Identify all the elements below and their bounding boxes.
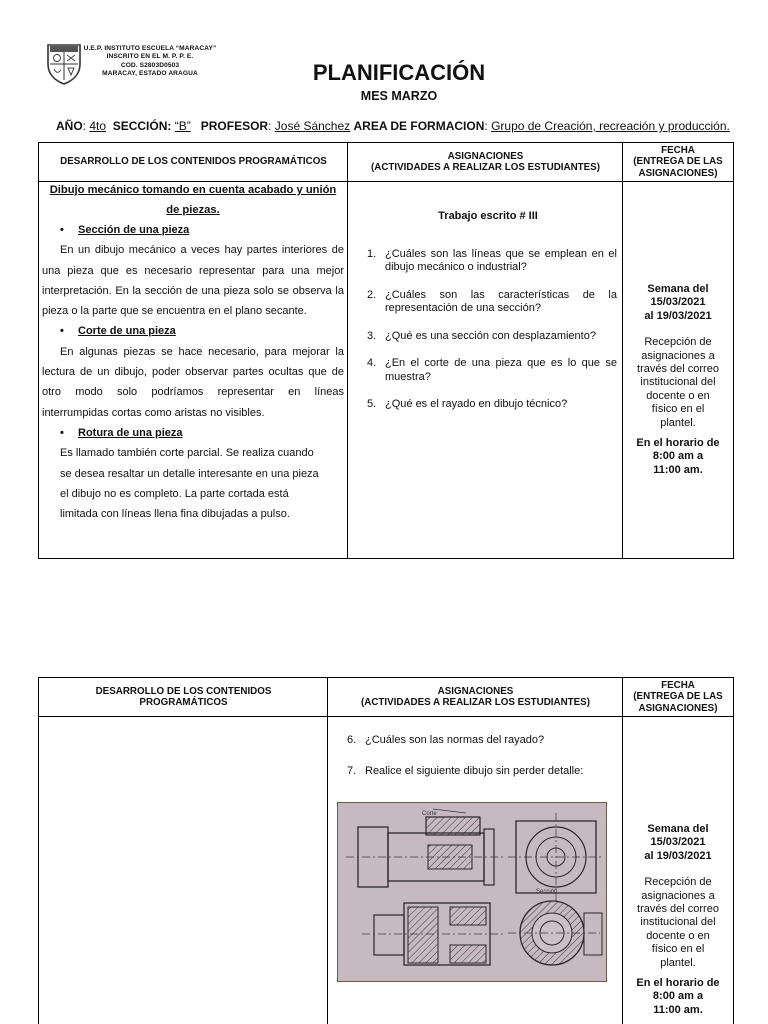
header-contenidos-line1: DESARROLLO DE LOS CONTENIDOS bbox=[95, 685, 272, 697]
question-item bbox=[359, 357, 617, 384]
reception-line: asignaciones a bbox=[641, 349, 715, 362]
question-number: 6. bbox=[347, 734, 357, 746]
section-text-rotura bbox=[42, 443, 344, 524]
reception-line: físico en el bbox=[651, 403, 705, 416]
question-number: 7. bbox=[347, 764, 357, 777]
profesor-value: José Sánchez bbox=[274, 119, 351, 133]
page-subtitle: MES MARZO bbox=[360, 89, 438, 103]
column-divider bbox=[622, 143, 623, 558]
reception-line: través del correo bbox=[637, 903, 719, 916]
fecha-cell bbox=[628, 283, 728, 477]
profesor-label: PROFESOR bbox=[200, 119, 269, 133]
header-asignaciones-line1: ASIGNACIONES bbox=[447, 150, 524, 162]
question-number: 3. bbox=[367, 329, 377, 342]
question-item bbox=[339, 765, 617, 779]
seccion-value: “B” bbox=[174, 119, 191, 133]
reception-line: asignaciones a bbox=[641, 889, 715, 902]
reception-line: través del correo bbox=[637, 363, 719, 376]
rotura-line: el dibujo no es completo. La parte cortada está bbox=[60, 487, 289, 500]
question-number: 5. bbox=[367, 398, 377, 410]
area-value: Grupo de Creación, recreación y producción. bbox=[491, 119, 730, 133]
column-divider bbox=[327, 678, 328, 1024]
question-item bbox=[359, 248, 617, 275]
reception-line: Recepción de bbox=[644, 876, 712, 889]
reception-line: físico en el bbox=[651, 943, 705, 956]
schedule-line: En el horario de bbox=[636, 977, 720, 990]
question-number: 4. bbox=[367, 357, 377, 369]
topic-title-line1: Dibujo mecánico tomando en cuenta acabado y unión bbox=[49, 184, 337, 196]
area-label: AREA DE FORMACION bbox=[353, 119, 485, 133]
week-line3: al 19/03/2021 bbox=[644, 849, 712, 862]
section-heading-rotura bbox=[42, 423, 344, 443]
anio-label: AÑO bbox=[56, 119, 83, 133]
section-text-corte-body: En algunas piezas se hace necesario, para mejorar la lectura de un dibujo, poder observar partes ocultas que de otro modo solo podríamos representar en líneas interrumpidas cortas como aristas no visibles. bbox=[42, 345, 344, 419]
section-heading-seccion bbox=[42, 220, 344, 240]
drawing-label-corte: Corte bbox=[422, 811, 437, 817]
school-name: U.E.P. INSTITUTO ESCUELA “MARACAY” bbox=[83, 45, 217, 52]
section-heading-corte-text: Corte de una pieza bbox=[78, 325, 176, 338]
reception-line: institucional del bbox=[640, 916, 716, 929]
header-fecha-line3: ASIGNACIONES) bbox=[638, 702, 718, 714]
schedule-line: En el horario de bbox=[636, 437, 720, 450]
header-fecha bbox=[623, 143, 733, 182]
section-heading-corte bbox=[42, 321, 344, 341]
asignaciones-cell bbox=[359, 210, 617, 412]
reception-line: Recepción de bbox=[644, 336, 712, 349]
page-title: PLANIFICACIÓN bbox=[312, 60, 486, 85]
planning-table-2 bbox=[38, 677, 734, 1024]
week-line3: al 19/03/2021 bbox=[644, 309, 712, 322]
column-divider bbox=[622, 678, 623, 1024]
week-line2: 15/03/2021 bbox=[650, 296, 706, 309]
header-contenidos bbox=[39, 143, 348, 182]
seccion-label: SECCIÓN bbox=[112, 119, 168, 133]
header-fecha-line2: (ENTREGA DE LAS bbox=[633, 691, 723, 703]
section-text-corte bbox=[42, 342, 344, 423]
header-contenidos-line2: PROGRAMÁTICOS bbox=[139, 697, 228, 708]
header-fecha-line2: (ENTREGA DE LAS bbox=[633, 156, 723, 168]
question-text: ¿Cuáles son las normas del rayado? bbox=[365, 734, 545, 746]
planning-table-1 bbox=[38, 142, 734, 559]
question-text: ¿Qué es una sección con desplazamiento? bbox=[385, 329, 596, 342]
rotura-line: se desea resaltar un detalle interesante en una pieza bbox=[60, 467, 319, 480]
header-fecha-line1: FECHA bbox=[661, 144, 695, 156]
fecha-cell bbox=[628, 823, 728, 1017]
week-line1: Semana del bbox=[647, 823, 709, 835]
week-line2: 15/03/2021 bbox=[650, 836, 706, 849]
header-contenidos bbox=[39, 678, 328, 717]
question-item bbox=[359, 289, 617, 316]
schedule-line: 8:00 am a bbox=[652, 990, 704, 1003]
question-text: ¿En el corte de una pieza que es lo que se muestra? bbox=[385, 357, 617, 383]
reception-line: plantel. bbox=[660, 416, 696, 429]
schedule-line: 11:00 am. bbox=[653, 463, 703, 476]
reception-line: plantel. bbox=[660, 956, 696, 969]
schedule-line: 11:00 am. bbox=[653, 1003, 703, 1016]
header-fecha-line1: FECHA bbox=[661, 679, 695, 691]
school-code: COD. S2803D0503 bbox=[120, 61, 180, 69]
asignaciones-cell bbox=[339, 734, 617, 778]
header-asignaciones-line1: ASIGNACIONES bbox=[437, 685, 514, 697]
schedule-line: 8:00 am a bbox=[652, 450, 704, 463]
question-text: ¿Cuáles son las características de la representación de una sección? bbox=[385, 288, 617, 314]
header-fecha-line3: ASIGNACIONES) bbox=[638, 167, 718, 179]
header-fecha bbox=[623, 678, 733, 717]
column-divider bbox=[347, 143, 348, 558]
topic-title-line2: de piezas. bbox=[166, 204, 220, 216]
reception-line: institucional del bbox=[640, 376, 716, 389]
question-text: ¿Qué es el rayado en dibujo técnico? bbox=[385, 398, 568, 410]
school-registration: INSCRITO EN EL M. P. P. E. bbox=[106, 53, 194, 61]
header-asignaciones bbox=[348, 143, 623, 182]
question-item bbox=[339, 734, 617, 748]
header-contenidos-label: DESARROLLO DE LOS CONTENIDOS PROGRAMÁTICOS bbox=[60, 156, 327, 168]
question-number: 2. bbox=[367, 288, 377, 301]
section-text-seccion-body: En un dibujo mecánico a veces hay partes interiores de una pieza que es necesario representar para una mejor interpretación. En la sección de una pieza solo se observa la pieza o la parte que se encuentra en el plano secante. bbox=[42, 244, 344, 318]
rotura-line: Es llamado también corte parcial. Se realiza cuando bbox=[60, 447, 314, 460]
section-heading-seccion-text: Sección de una pieza bbox=[78, 224, 190, 236]
header-asignaciones bbox=[328, 678, 623, 717]
rotura-line: limitada con líneas llena fina dibujadas a pulso. bbox=[60, 508, 290, 521]
question-item bbox=[359, 330, 617, 344]
section-heading-rotura-text: Rotura de una pieza bbox=[78, 426, 183, 439]
anio-value: 4to bbox=[89, 119, 107, 133]
school-location: MARACAY, ESTADO ARAGUA bbox=[102, 69, 198, 77]
question-text: ¿Cuáles son las líneas que se emplean en el dibujo mecánico o industrial? bbox=[385, 247, 617, 273]
section-text-seccion bbox=[42, 240, 344, 321]
reception-line: docente o en bbox=[646, 389, 710, 402]
week-line1: Semana del bbox=[647, 283, 709, 295]
reception-line: docente o en bbox=[646, 929, 710, 942]
header-asignaciones-line2: (ACTIVIDADES A REALIZAR LOS ESTUDIANTES) bbox=[371, 162, 600, 173]
contenidos-cell bbox=[42, 181, 344, 524]
drawing-label-seccion: Sección bbox=[536, 889, 558, 895]
assignment-title: Trabajo escrito # III bbox=[438, 210, 538, 222]
question-text: Realice el siguiente dibujo sin perder detalle: bbox=[365, 764, 584, 777]
info-line: AÑO: 4to SECCIÓN: “B” PROFESOR: José Sánchez AREA DE FORMACION: Grupo de Creación, recreación y producción. bbox=[56, 119, 730, 133]
question-number: 1. bbox=[367, 247, 377, 260]
header-asignaciones-line2: (ACTIVIDADES A REALIZAR LOS ESTUDIANTES) bbox=[361, 697, 590, 708]
technical-drawing-photo bbox=[337, 802, 607, 982]
question-item bbox=[359, 398, 617, 412]
